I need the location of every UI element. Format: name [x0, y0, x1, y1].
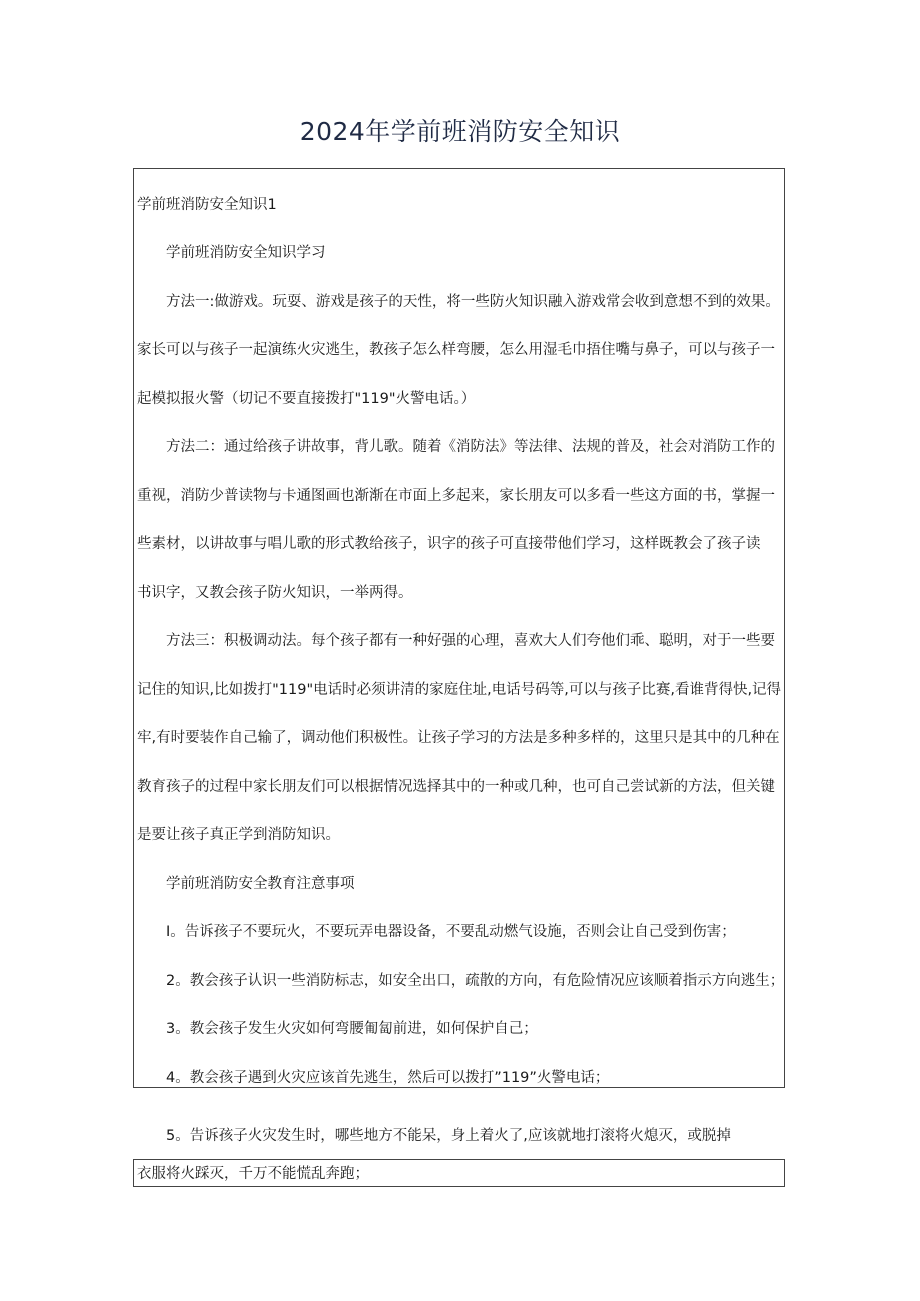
list-item: 2。教会孩子认识一些消防标志，如安全出口，疏散的方向，有危险情况应该顺着指示方向逃生；: [166, 973, 785, 989]
list-item: 4。教会孩子遇到火灾应该首先逃生，然后可以拨打”119”火警电话；: [166, 1070, 610, 1086]
subsection-heading: 学前班消防安全知识学习: [166, 245, 326, 261]
section-heading: 学前班消防安全知识1: [137, 197, 277, 213]
document-title: 2024年学前班消防安全知识: [299, 117, 621, 146]
paragraph-line: 记住的知识,比如拨打"119"电话时必须讲清的家庭住址,电话号码等,可以与孩子比赛,看谁背得快,记得: [137, 682, 782, 698]
list-item: I。告诉孩子不要玩火，不要玩弄电器设备，不要乱动燃气设施，否则会让自己受到伤害；: [166, 924, 736, 940]
paragraph-line: 是要让孩子真正学到消防知识。: [137, 827, 340, 843]
paragraph-line: 方法一:做游戏。玩耍、游戏是孩子的天性，将一些防火知识融入游戏常会收到意想不到的效果。: [166, 294, 780, 310]
paragraph-line: 家长可以与孩子一起演练火灾逃生，教孩子怎么样弯腰，怎么用湿毛巾捂住嘴与鼻子，可以与孩子一: [137, 342, 775, 358]
paragraph-line: 书识字，又教会孩子防火知识，一举两得。: [137, 585, 413, 601]
paragraph-line: 方法二：通过给孩子讲故事，背儿歌。随着《消防法》等法律、法规的普及，社会对消防工作的: [166, 439, 775, 455]
list-item: 3。教会孩子发生火灾如何弯腰匍匐前进，如何保护自己；: [166, 1021, 538, 1037]
paragraph-line: 些素材，以讲故事与唱儿歌的形式教给孩子，识字的孩子可直接带他们学习，这样既教会了孩子读: [137, 536, 761, 552]
paragraph-line: 牢,有时要装作自己输了，调动他们积极性。让孩子学习的方法是多种多样的，这里只是其中的几种在: [137, 730, 780, 746]
list-item: 5。告诉孩子火灾发生时，哪些地方不能呆，身上着火了,应该就地打滚将火熄灭，或脱掉: [166, 1128, 731, 1144]
paragraph-line: 起模拟报火警（切记不要直接拨打"119"火警电话。）: [137, 391, 476, 407]
paragraph-line: 方法三：积极调动法。每个孩子都有一种好强的心理，喜欢大人们夸他们乖、聪明，对于一些要: [166, 633, 775, 649]
list-item-continuation: 衣服将火踩灭，千万不能慌乱奔跑；: [137, 1166, 369, 1182]
subsection-heading: 学前班消防安全教育注意事项: [166, 876, 355, 892]
paragraph-line: 教育孩子的过程中家长朋友们可以根据情况选择其中的一种或几种，也可自己尝试新的方法，但关键: [137, 779, 775, 795]
paragraph-line: 重视，消防少普读物与卡通图画也渐渐在市面上多起来，家长朋友可以多看一些这方面的书，掌握一: [137, 488, 775, 504]
